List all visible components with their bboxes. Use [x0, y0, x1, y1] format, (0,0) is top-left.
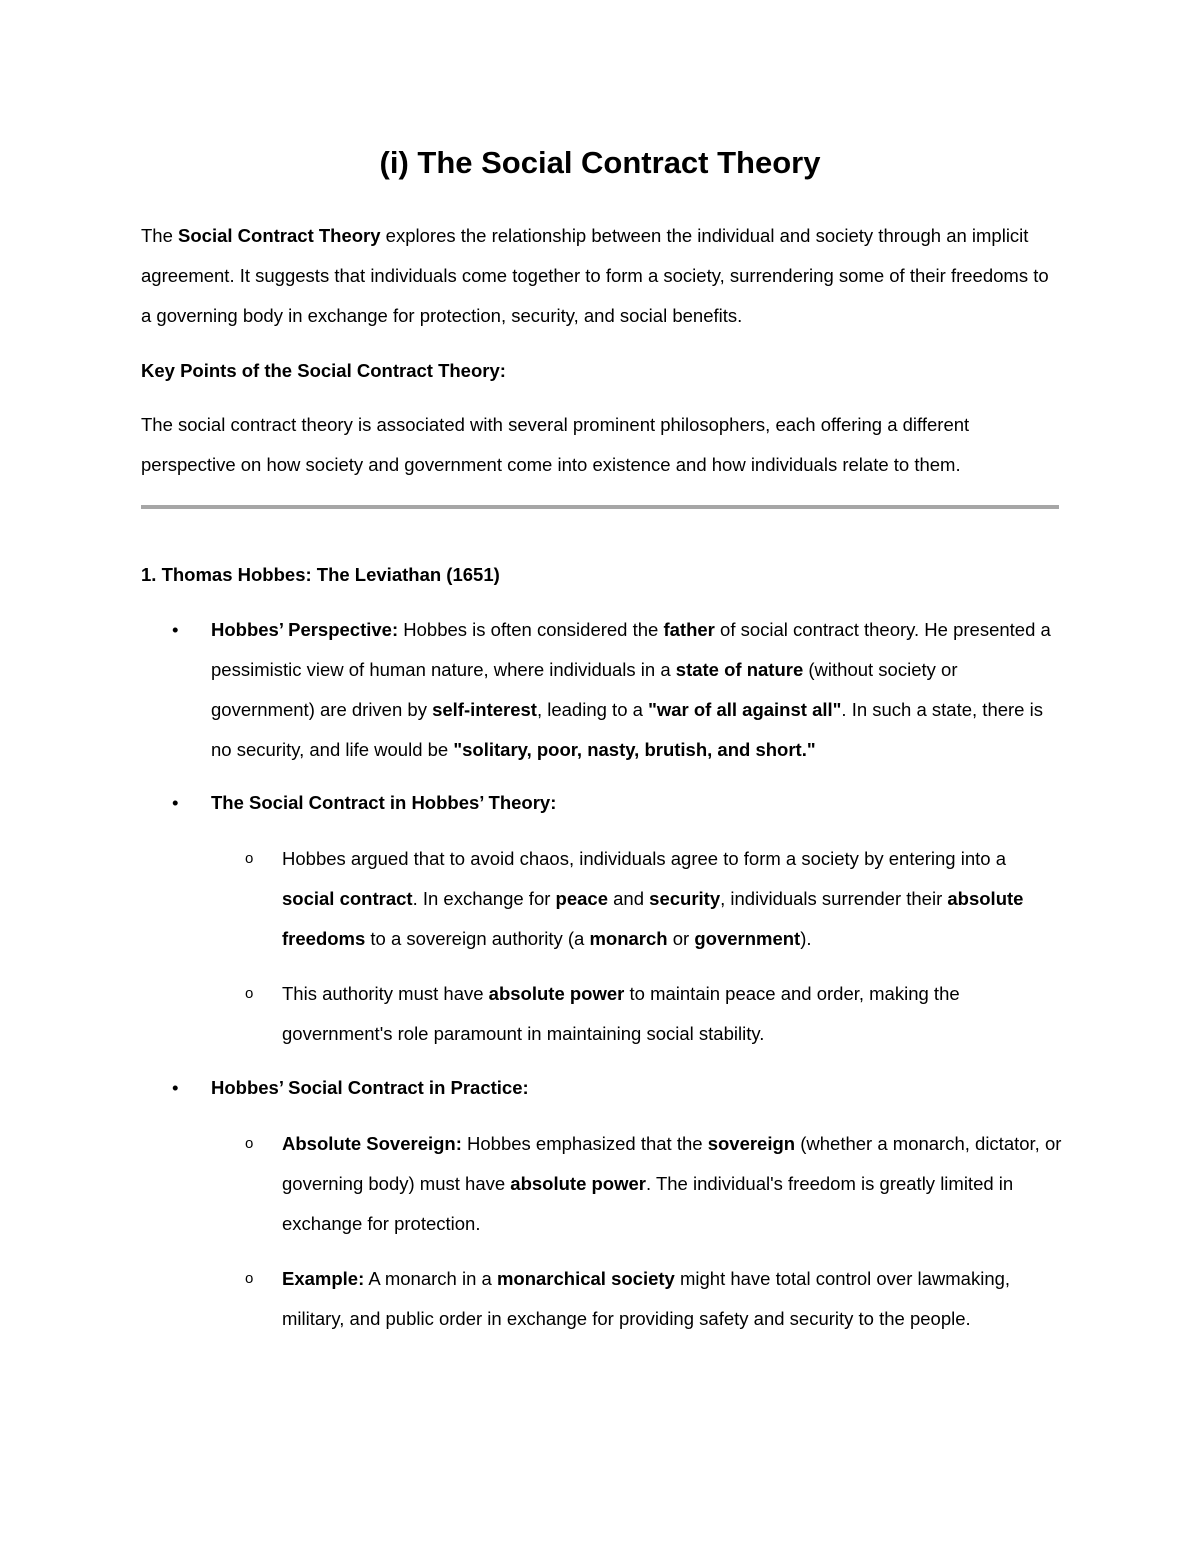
horizontal-divider — [141, 505, 1059, 509]
sub-bullet-text: This authority must have absolute power to maintain peace and order, making the government's role paramount in maintaining social stability. — [282, 983, 960, 1044]
sub-bullet-icon: o — [245, 985, 254, 1002]
hobbes-heading: 1. Thomas Hobbes: The Leviathan (1651) — [141, 564, 500, 585]
sub-bullet-text: Hobbes argued that to avoid chaos, individuals agree to form a society by entering into a social contract. In exchange for peace and security, individuals surrender their absolute freedoms to a sovereign authority (a monarch or government). — [282, 848, 1024, 949]
bullet-icon: • — [172, 1077, 179, 1098]
key-points-heading: Key Points of the Social Contract Theory: — [141, 360, 506, 381]
bullet-icon: • — [172, 619, 179, 640]
intro-paragraph: The Social Contract Theory explores the relationship between the individual and society through an implicit agreement. It suggests that individuals come together to form a society, surrendering some of their freedoms to a governing body in exchange for protection, security, and social benefits. — [141, 225, 1049, 326]
intro-bold-term: Social Contract Theory — [178, 225, 381, 246]
sub-bullet-icon: o — [245, 1270, 254, 1287]
bullet-label: Hobbes’ Social Contract in Practice: — [211, 1077, 529, 1098]
key-points-paragraph: The social contract theory is associated with several prominent philosophers, each offering a different perspective on how society and government come into existence and how individuals relate to them. — [141, 414, 970, 475]
bullet-icon: • — [172, 792, 179, 813]
bullet-label: The Social Contract in Hobbes’ Theory: — [211, 792, 557, 813]
bullet-text: Hobbes’ Perspective: Hobbes is often considered the father of social contract theory. He presented a pessimistic view of human nature, where individuals in a state of nature (without society or government) are driven by self-interest, leading to a "war of all against all". In such a state, there is no security, and life would be "solitary, poor, nasty, brutish, and short." — [211, 619, 1051, 760]
sub-bullet-text: Absolute Sovereign: Hobbes emphasized that the sovereign (whether a monarch, dictator, or governing body) must have absolute power. The individual's freedom is greatly limited in exchange for protection. — [282, 1133, 1062, 1234]
sub-bullet-icon: o — [245, 1135, 254, 1152]
sub-bullet-icon: o — [245, 850, 254, 867]
document-title: (i) The Social Contract Theory — [379, 145, 821, 180]
sub-bullet-text: Example: A monarch in a monarchical society might have total control over lawmaking, military, and public order in exchange for providing safety and security to the people. — [282, 1268, 1011, 1329]
